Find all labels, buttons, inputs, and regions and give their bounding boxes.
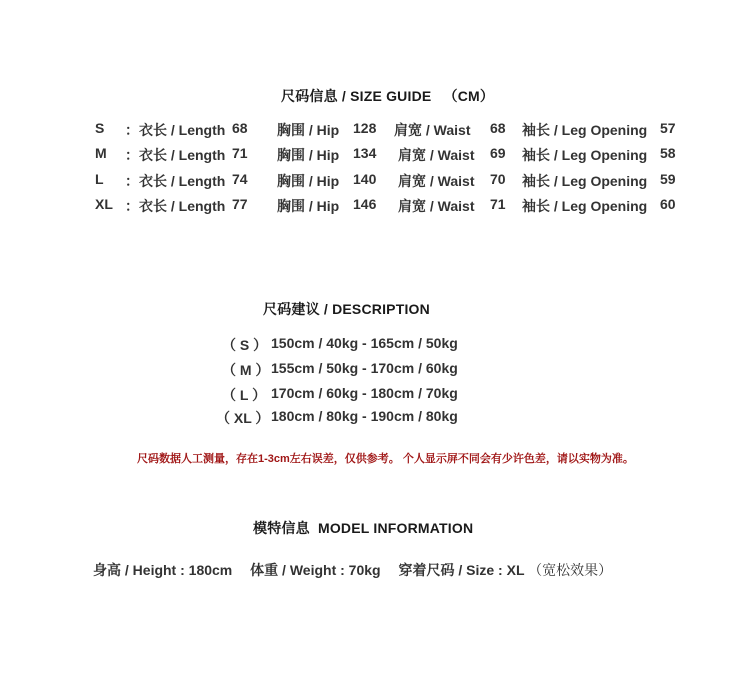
hip-value: 128 (353, 120, 377, 136)
description-range: 150cm / 40kg - 165cm / 50kg (271, 335, 458, 351)
waist-label: 肩宽 / Waist (398, 147, 475, 163)
hip-value: 146 (353, 196, 377, 212)
leg-opening-label: 袖长 / Leg Opening (522, 122, 648, 138)
size-guide-title (281, 86, 494, 106)
size-row-m (0, 145, 750, 165)
waist-label: 肩宽 / Waist (394, 122, 471, 138)
model-weight: 体重 / Weight : 70kg (250, 562, 381, 578)
waist-label: 肩宽 / Waist (398, 198, 475, 214)
waist-label: 肩宽 / Waist (398, 173, 475, 189)
length-value: 74 (232, 171, 248, 187)
size-label: L (95, 171, 104, 187)
length-value: 77 (232, 196, 248, 212)
size-row-s (0, 120, 750, 140)
model-information-title: 模特信息 MODEL INFORMATION (253, 520, 474, 536)
leg-opening-label: 袖长 / Leg Opening (522, 198, 648, 214)
model-fit-note: （宽松效果） (528, 562, 613, 578)
leg-opening-label: 袖长 / Leg Opening (522, 147, 648, 163)
length-label: ：衣长 / Length (125, 122, 226, 138)
leg-opening-label: 袖长 / Leg Opening (522, 173, 648, 189)
model-height: 身高 / Height : 180cm (93, 562, 233, 578)
description-range: 180cm / 80kg - 190cm / 80kg (271, 408, 458, 424)
description-size: （ L ） (222, 387, 267, 403)
hip-label: 胸围 / Hip (277, 198, 340, 214)
leg-opening-value: 57 (660, 120, 676, 136)
size-row-l (0, 171, 750, 191)
hip-label: 胸围 / Hip (277, 147, 340, 163)
size-row-xl (0, 196, 750, 216)
leg-opening-value: 59 (660, 171, 676, 187)
length-value: 71 (232, 145, 248, 161)
description-size: （ XL ） (216, 410, 270, 426)
hip-value: 140 (353, 171, 377, 187)
hip-value: 134 (353, 145, 377, 161)
length-value: 68 (232, 120, 248, 136)
hip-label: 胸围 / Hip (277, 173, 340, 189)
description-size: （ M ） (222, 362, 270, 378)
waist-value: 68 (490, 120, 506, 136)
size-label: M (95, 145, 107, 161)
size-guide-unit: （CM） (443, 88, 495, 104)
model-information-line (93, 560, 612, 580)
size-label: XL (95, 196, 113, 212)
leg-opening-value: 60 (660, 196, 676, 212)
waist-value: 71 (490, 196, 506, 212)
length-label: ：衣长 / Length (125, 147, 226, 163)
leg-opening-value: 58 (660, 145, 676, 161)
length-label: ：衣长 / Length (125, 173, 226, 189)
description-range: 170cm / 60kg - 180cm / 70kg (271, 385, 458, 401)
waist-value: 70 (490, 171, 506, 187)
size-label: S (95, 120, 105, 136)
description-title: 尺码建议 / DESCRIPTION (263, 301, 430, 317)
hip-label: 胸围 / Hip (277, 122, 340, 138)
description-size: （ S ） (222, 337, 268, 353)
measurement-note: 尺码数据人工测量，存在1-3cm左右误差，仅供参考。 个人显示屏不同会有少许色差，请以实物为准。 (137, 453, 634, 465)
size-guide-title-text: 尺码信息 / SIZE GUIDE (281, 88, 432, 104)
description-range: 155cm / 50kg - 170cm / 60kg (271, 360, 458, 376)
length-label: ：衣长 / Length (125, 198, 226, 214)
waist-value: 69 (490, 145, 506, 161)
model-size: 穿着尺码 / Size : XL (398, 562, 525, 578)
